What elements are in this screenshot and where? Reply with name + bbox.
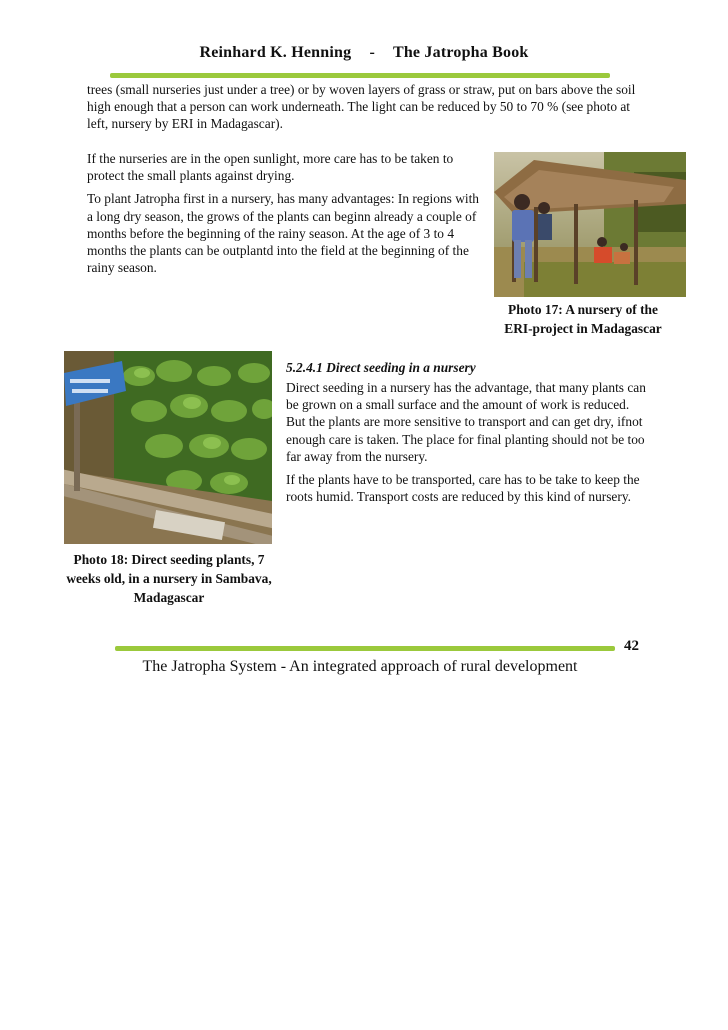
photo-17-image xyxy=(494,152,686,297)
photo-17-caption: Photo 17: A nursery of the ERI-project in Madagascar xyxy=(504,302,662,336)
header-separator: - xyxy=(369,44,376,61)
section-heading-5241: 5.2.4.1 Direct seeding in a nursery xyxy=(286,360,476,375)
header-book-title: The Jatropha Book xyxy=(392,44,529,61)
photo-18-caption: Photo 18: Direct seeding plants, 7 weeks old, in a nursery in Sambava, Madagascar xyxy=(66,552,272,605)
photo-18-image xyxy=(64,351,272,544)
intro-paragraph-3: To plant Jatropha first in a nursery, has many advantages: In regions with a long dry season, the grows of the plants can beginn already a couple of months before the beginning of the rainy season. At the age of 3 to 4 months the plants can be outplantd into the field at the beginning of the rainy season. xyxy=(87,191,480,276)
section-5241-body xyxy=(286,379,646,505)
running-header xyxy=(0,44,728,62)
intro-paragraph-2: If the nurseries are in the open sunlight, more care has to be taken to protect the small plants against drying. xyxy=(87,151,454,184)
section-5241-paragraph-2: If the plants have to be transported, care has to be take to keep the roots humid. Transport costs are reduced by this kind of nursery. xyxy=(286,472,640,505)
footer-subtitle: The Jatropha System - An integrated approach of rural development xyxy=(142,658,578,675)
footer-rule xyxy=(115,646,615,651)
intro-paragraph-full xyxy=(87,81,647,133)
photo-17-nursery-shelter xyxy=(494,152,686,297)
photo-18-seedling-bed xyxy=(64,351,272,544)
intro-column xyxy=(87,150,482,276)
page-number: 42 xyxy=(624,638,639,654)
header-rule xyxy=(110,73,610,78)
section-5241-paragraph-1: Direct seeding in a nursery has the advantage, that many plants can be grown on a small surface and the amount of work is reduced. But the plants are more sensitive to transport and can get dry, ifnot enough care is taken. The place for final planting should not be too far away from the nursery. xyxy=(286,380,646,464)
intro-paragraph-1: trees (small nurseries just under a tree) or by woven layers of grass or straw, put on bars above the soil high enough that a person can work underneath. The light can be reduced by 50 to 70 % (see photo at left, nursery by ERI in Madagascar). xyxy=(87,82,636,132)
header-author: Reinhard K. Henning xyxy=(199,44,352,61)
